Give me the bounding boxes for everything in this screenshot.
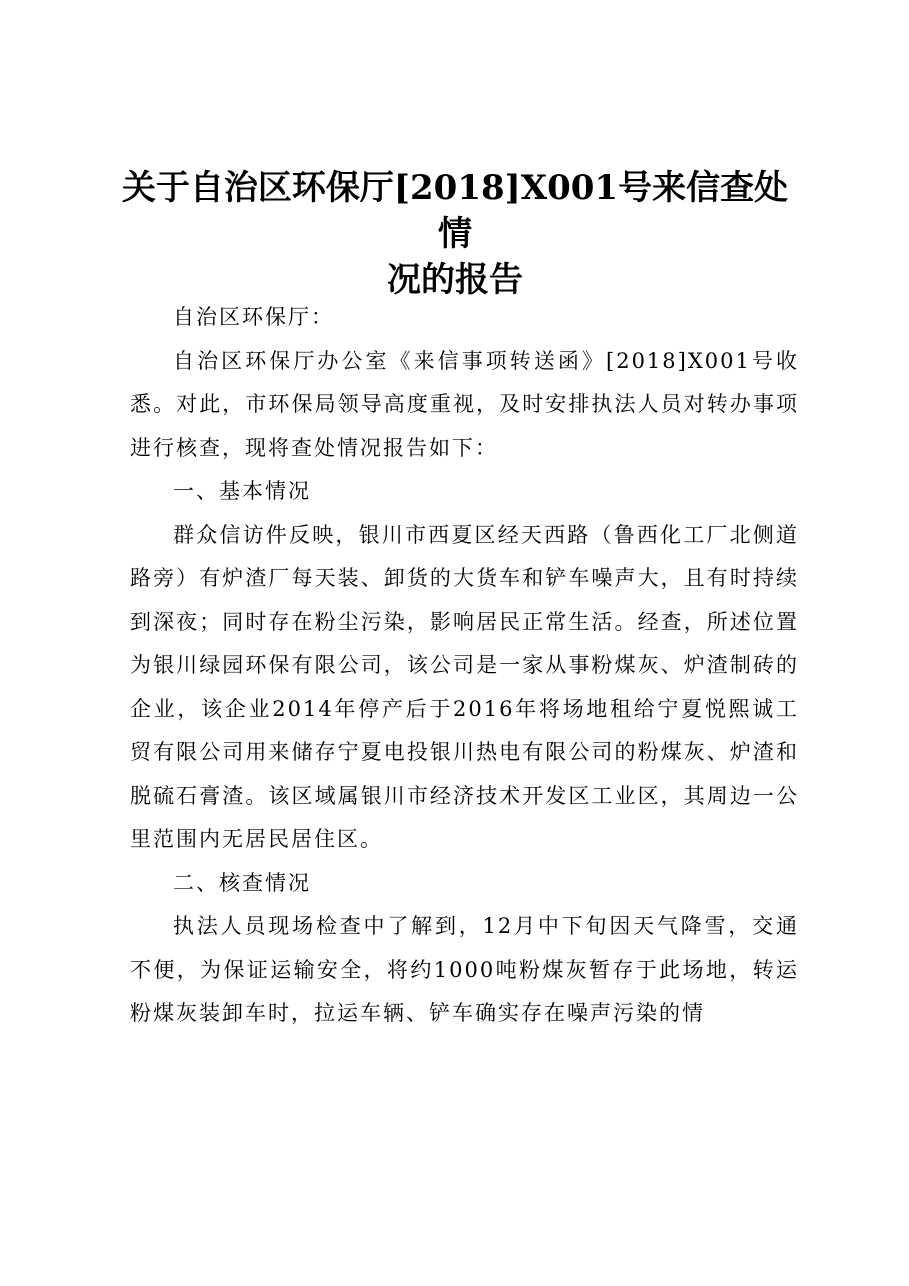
section-heading-check: 二、核查情况 (173, 870, 312, 895)
section-heading-basic: 一、基本情况 (173, 479, 312, 503)
document-title (110, 165, 800, 303)
document-body (130, 296, 799, 1036)
salutation: 自治区环保厅： (173, 305, 335, 329)
paragraph-intro: 自治区环保厅办公室《来信事项转送函》[2018]X001号收悉。对此，市环保局领导高度重视，及时安排执法人员对转办事项进行核查，现将查处情况报告如下： (130, 348, 799, 460)
paragraph-check: 执法人员现场检查中了解到，12月中下旬因天气降雪，交通不便，为保证运输安全，将约1000吨粉煤灰暂存于此场地，转运粉煤灰装卸车时，拉运车辆、铲车确实存在噪声污染的情 (130, 914, 799, 1025)
title-line-2: 况的报告 (387, 260, 523, 300)
paragraph-basic: 群众信访件反映，银川市西夏区经天西路（鲁西化工厂北侧道路旁）有炉渣厂每天装、卸货的大货车和铲车噪声大，且有时持续到深夜；同时存在粉尘污染，影响居民正常生活。经查，所述位置为银川绿园环保有限公司，该公司是一家从事粉煤灰、炉渣制砖的企业，该企业2014年停产后于2016年将场地租给宁夏悦熙诚工贸有限公司用来储存宁夏电投银川热电有限公司的粉煤灰、炉渣和脱硫石膏渣。该区域属银川市经济技术开发区工业区，其周边一公里范围内无居民居住区。 (130, 522, 799, 851)
title-line-1: 关于自治区环保厅[2018]X001号来信查处情 (121, 168, 789, 254)
